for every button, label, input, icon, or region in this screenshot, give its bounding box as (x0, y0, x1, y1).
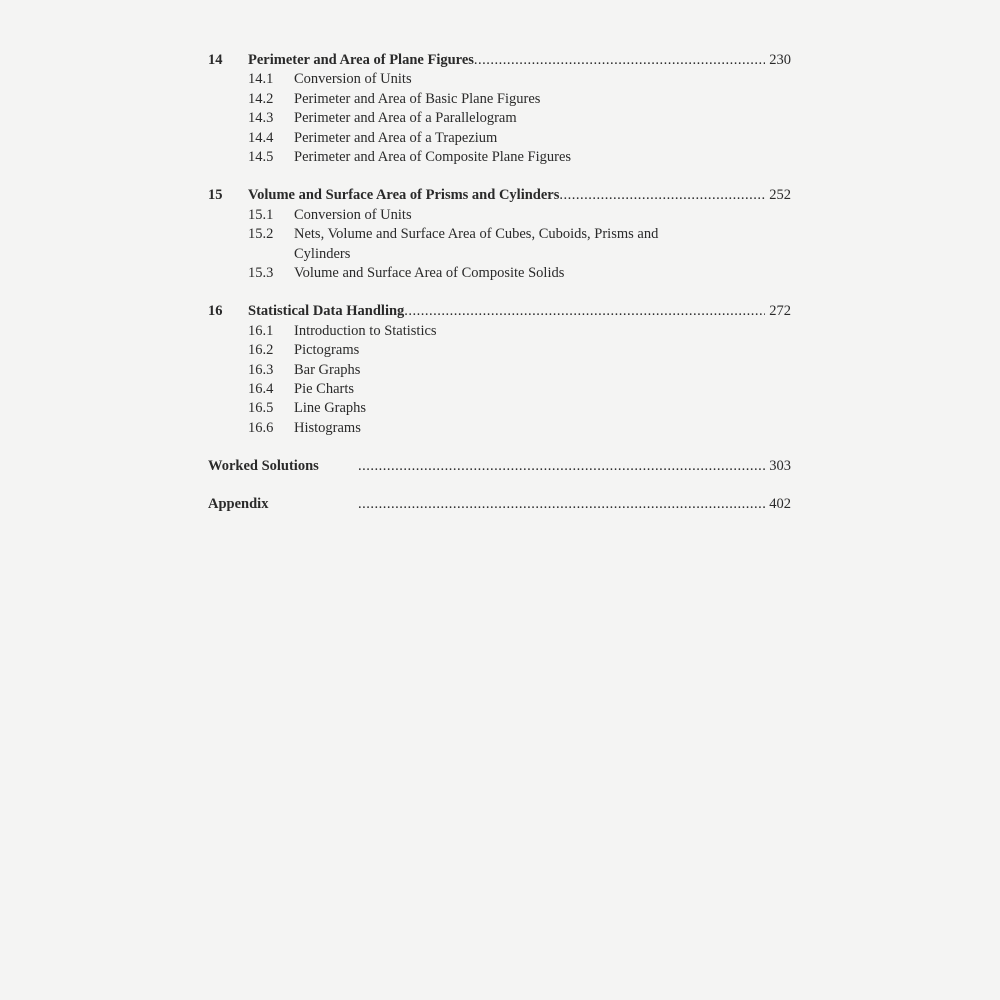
section-title: Perimeter and Area of Composite Plane Figures (294, 148, 572, 165)
end-matter-title: Worked Solutions (208, 458, 319, 475)
section-entry (208, 206, 791, 225)
section-title: Pie Charts (294, 380, 355, 397)
section-title: Volume and Surface Area of Composite Solids (294, 264, 565, 281)
chapter-title: Perimeter and Area of Plane Figures (248, 52, 474, 68)
section-number: 14.1 (248, 71, 274, 88)
leader-dots (358, 495, 765, 514)
section-number: 16.2 (248, 342, 274, 359)
section-entry (208, 361, 791, 380)
toc-end-matter (208, 457, 791, 476)
section-entry (208, 341, 791, 360)
section-number: 16.5 (248, 400, 274, 417)
leader-dots (474, 51, 765, 70)
section-title: Conversion of Units (294, 206, 412, 223)
chapter-number: 16 (208, 303, 223, 320)
section-title: Pictograms (294, 342, 360, 359)
section-title: Introduction to Statistics (294, 322, 437, 339)
page-number: 230 (769, 52, 791, 68)
section-title: Conversion of Units (294, 71, 412, 88)
section-title: Perimeter and Area of a Parallelogram (294, 110, 517, 127)
section-entry (208, 380, 791, 399)
chapter-heading (208, 302, 791, 321)
toc-end-matter (208, 495, 791, 514)
section-number: 14.2 (248, 90, 274, 107)
chapter-heading (208, 51, 791, 70)
page-number: 303 (769, 458, 791, 475)
section-number: 14.4 (248, 129, 274, 146)
page-number: 272 (769, 303, 791, 320)
section-title: Line Graphs (294, 400, 367, 417)
section-number: 16.1 (248, 322, 274, 339)
chapter-title: Statistical Data Handling (248, 303, 405, 320)
section-entry (208, 90, 791, 109)
section-number: 15.1 (248, 206, 274, 223)
section-entry (208, 419, 791, 438)
end-matter-heading (208, 495, 791, 514)
section-title: Bar Graphs (294, 361, 361, 378)
section-entry (208, 70, 791, 89)
chapter-title: Volume and Surface Area of Prisms and Cylinders (248, 187, 560, 204)
section-entry (208, 399, 791, 418)
section-number: 16.3 (248, 361, 274, 378)
chapter-heading (208, 186, 791, 205)
section-entry (208, 264, 791, 283)
page-number: 402 (769, 496, 791, 513)
end-matter-heading (208, 457, 791, 476)
section-entry (208, 322, 791, 341)
section-entry (208, 225, 791, 264)
toc-chapter (208, 186, 791, 283)
section-title: Nets, Volume and Surface Area of Cubes, Cuboids, Prisms and Cylinders (294, 226, 659, 262)
end-matter-title: Appendix (208, 496, 269, 513)
section-number: 14.3 (248, 110, 274, 127)
section-number: 15.2 (248, 226, 274, 243)
chapter-number: 15 (208, 187, 223, 204)
leader-dots (559, 186, 765, 205)
section-entry (208, 129, 791, 148)
section-number: 16.4 (248, 380, 274, 397)
section-entry (208, 109, 791, 128)
section-number: 15.3 (248, 264, 274, 281)
section-number: 14.5 (248, 148, 274, 165)
section-entry (208, 148, 791, 167)
table-of-contents (208, 51, 791, 534)
toc-chapter (208, 51, 791, 167)
leader-dots (404, 302, 765, 321)
section-title: Perimeter and Area of Basic Plane Figures (294, 90, 541, 107)
toc-chapter (208, 302, 791, 438)
section-number: 16.6 (248, 419, 274, 436)
section-title: Histograms (294, 419, 361, 436)
chapter-number: 14 (208, 52, 223, 68)
section-title: Perimeter and Area of a Trapezium (294, 129, 498, 146)
leader-dots (358, 457, 765, 476)
page-number: 252 (769, 187, 791, 204)
